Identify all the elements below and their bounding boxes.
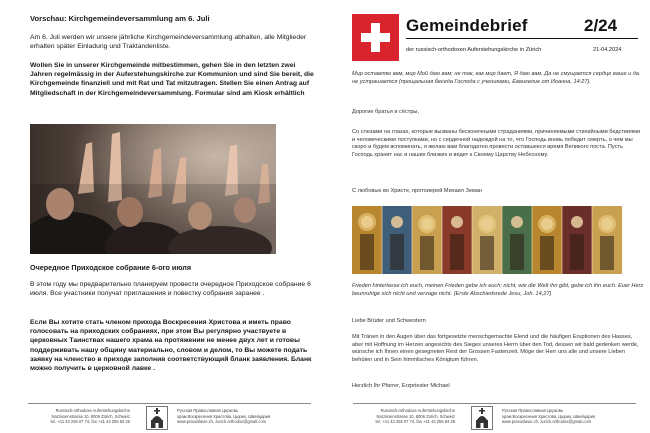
assembly-intro-text: Am 6. Juli werden wir unsere jährliche Kirchgemeindeversammlung abhalten, alle Mitglieder erhalten später Einladung und Traktandenliste. (30, 34, 307, 51)
title-divider (406, 38, 638, 39)
newsletter-subtitle: der russisch-orthodoxen Auferstehungskirche in Zürich (406, 47, 542, 53)
footer-address-de: Russisch-orthodoxe Auferstehungskirche Narzissenstrasse 10, 8006 Zürich, Schweiz tel. +41 43 255 07 74, fax +41 43 255 84 35 (50, 408, 130, 425)
gospel-quote-ru: Мир оставляю вам, мир Мой даю вам; не так, как мир дает, Я даю вам. Да не смущается сердце ваше и да не устрашается (прощальная беседа Господа с учениками, Евангелие от Иоанна, 14:27). (352, 71, 639, 85)
issue-date: 21-04.2024 (593, 47, 622, 53)
issue-number: 2/24 (584, 16, 618, 35)
gospel-quote-de: Frieden hinterlasse ich euch, meinen Frieden gebe ich euch; nicht, wie die Welt ihn gibt, gebe ich ihn euch. Euer Herz beunruhige sich nicht und verzage nicht. (Erste Abschiedsrede Jesu, Joh. 14,27) (352, 283, 644, 297)
ru-membership-call: Если Вы хотите стать членом прихода Воскресения Христова и иметь право голосовать на приходских собраниях, при этом Вы регулярно участвуете в церковных Таинствах нашего храма на протяжении не менее двух лет и готовы поддерживать нашу общину материально, словом и делом, то Вы можете подать заявку на членство в приходе заполнив соответствующий бланк заявления. Бланк можно получить в церковной лавке . (30, 319, 312, 372)
ru-assembly-heading: Очередное Приходское собрание 6-ого июля (30, 263, 192, 272)
assembly-preview-heading: Vorschau: Kirchgemeindeversammlung am 6. Juli (30, 14, 210, 23)
page-footer (325, 403, 650, 433)
footer-divider (28, 403, 311, 404)
ru-assembly-intro: В этом году мы предварительно планируем провести очередное Приходское собрание 6 июля. Все участники получат приглашения и повестку собрания заранее . (30, 281, 311, 298)
footer-divider (353, 403, 636, 404)
signature-de: Herzlich Ihr Pfarrer, Erzpriester Michael (352, 383, 450, 389)
right-page (325, 0, 650, 433)
swiss-flag-icon (352, 14, 399, 61)
membership-call-text: Wollen Sie in unserer Kirchgemeinde mitbestimmen, gehen Sie in den letzten zwei Jahren regelmässig in der Auferstehungskirche zur Kommunion und sind Sie bereit, die Kirchgemeinde finanziell und mit Rat und Tat mitzutragen. Stellen Sie einen Antrag auf Mitgliedschaft in der Kirchgemeindeversammlung. Formular sind am Kiosk erhältlich (30, 62, 314, 97)
icons-collage-image (352, 206, 622, 274)
greeting-de: Liebe Brüder und Schwestern (352, 318, 426, 324)
greeting-ru: Дорогие братья и сёстры, (352, 109, 420, 115)
footer-address-ru: Русская Православная Церковь храм Воскресения Христова, Цюрих, Швейцария www.pravoslavie.ch, zurich.orthodox@gmail.com (502, 408, 596, 425)
voting-photo (30, 124, 276, 254)
footer-address-de: Russisch-orthodoxe Auferstehungskirche Narzissenstrasse 10, 8006 Zürich, Schweiz tel. +41 43 255 07 74, fax +41 43 255 84 35 (375, 408, 455, 425)
church-logo-icon (471, 406, 493, 430)
signature-ru: С любовью во Христе, протоиерей Михаил Земан (352, 188, 483, 194)
letter-body-ru: Со слезами на глазах, которые вызваны бесконечными страданиями, причиняемыми стихийными бедствиями и человеческими поступками, но с сердечной надеждой на то, что Господь вновь победит смерть, о чем мы скоро и будем вспоминать, я желаю вам благодатно провести оставшееся время Великого поста. Пусть Господь хранит нас и наших близких и ведет к Своему Царству Небесному. (352, 129, 641, 158)
newsletter-title: Gemeindebrief (406, 16, 528, 35)
church-logo-icon (146, 406, 168, 430)
footer-address-ru: Русская Православная Церковь храм Воскресения Христова, Цюрих, Швейцария www.pravoslavie.ch, zurich.orthodox@gmail.com (177, 408, 271, 425)
page-footer (0, 403, 325, 433)
letter-body-de: Mit Tränen in den Augen über das fortgesetzte menschgemachte Elend und die häufigen Eruptionen des Hasses, aber mit Hoffnung im Herzen angesichts des Sieges unseres Herrn über den Tod, dessen wir bald gedenken werde, wünsche ich Ihnen einen gesegneten Rest der Grossen Fastenzeit. Möge der Herr uns alle und unsere Lieben behüten und in Sein himmlisches Königtum führen. (352, 334, 639, 363)
